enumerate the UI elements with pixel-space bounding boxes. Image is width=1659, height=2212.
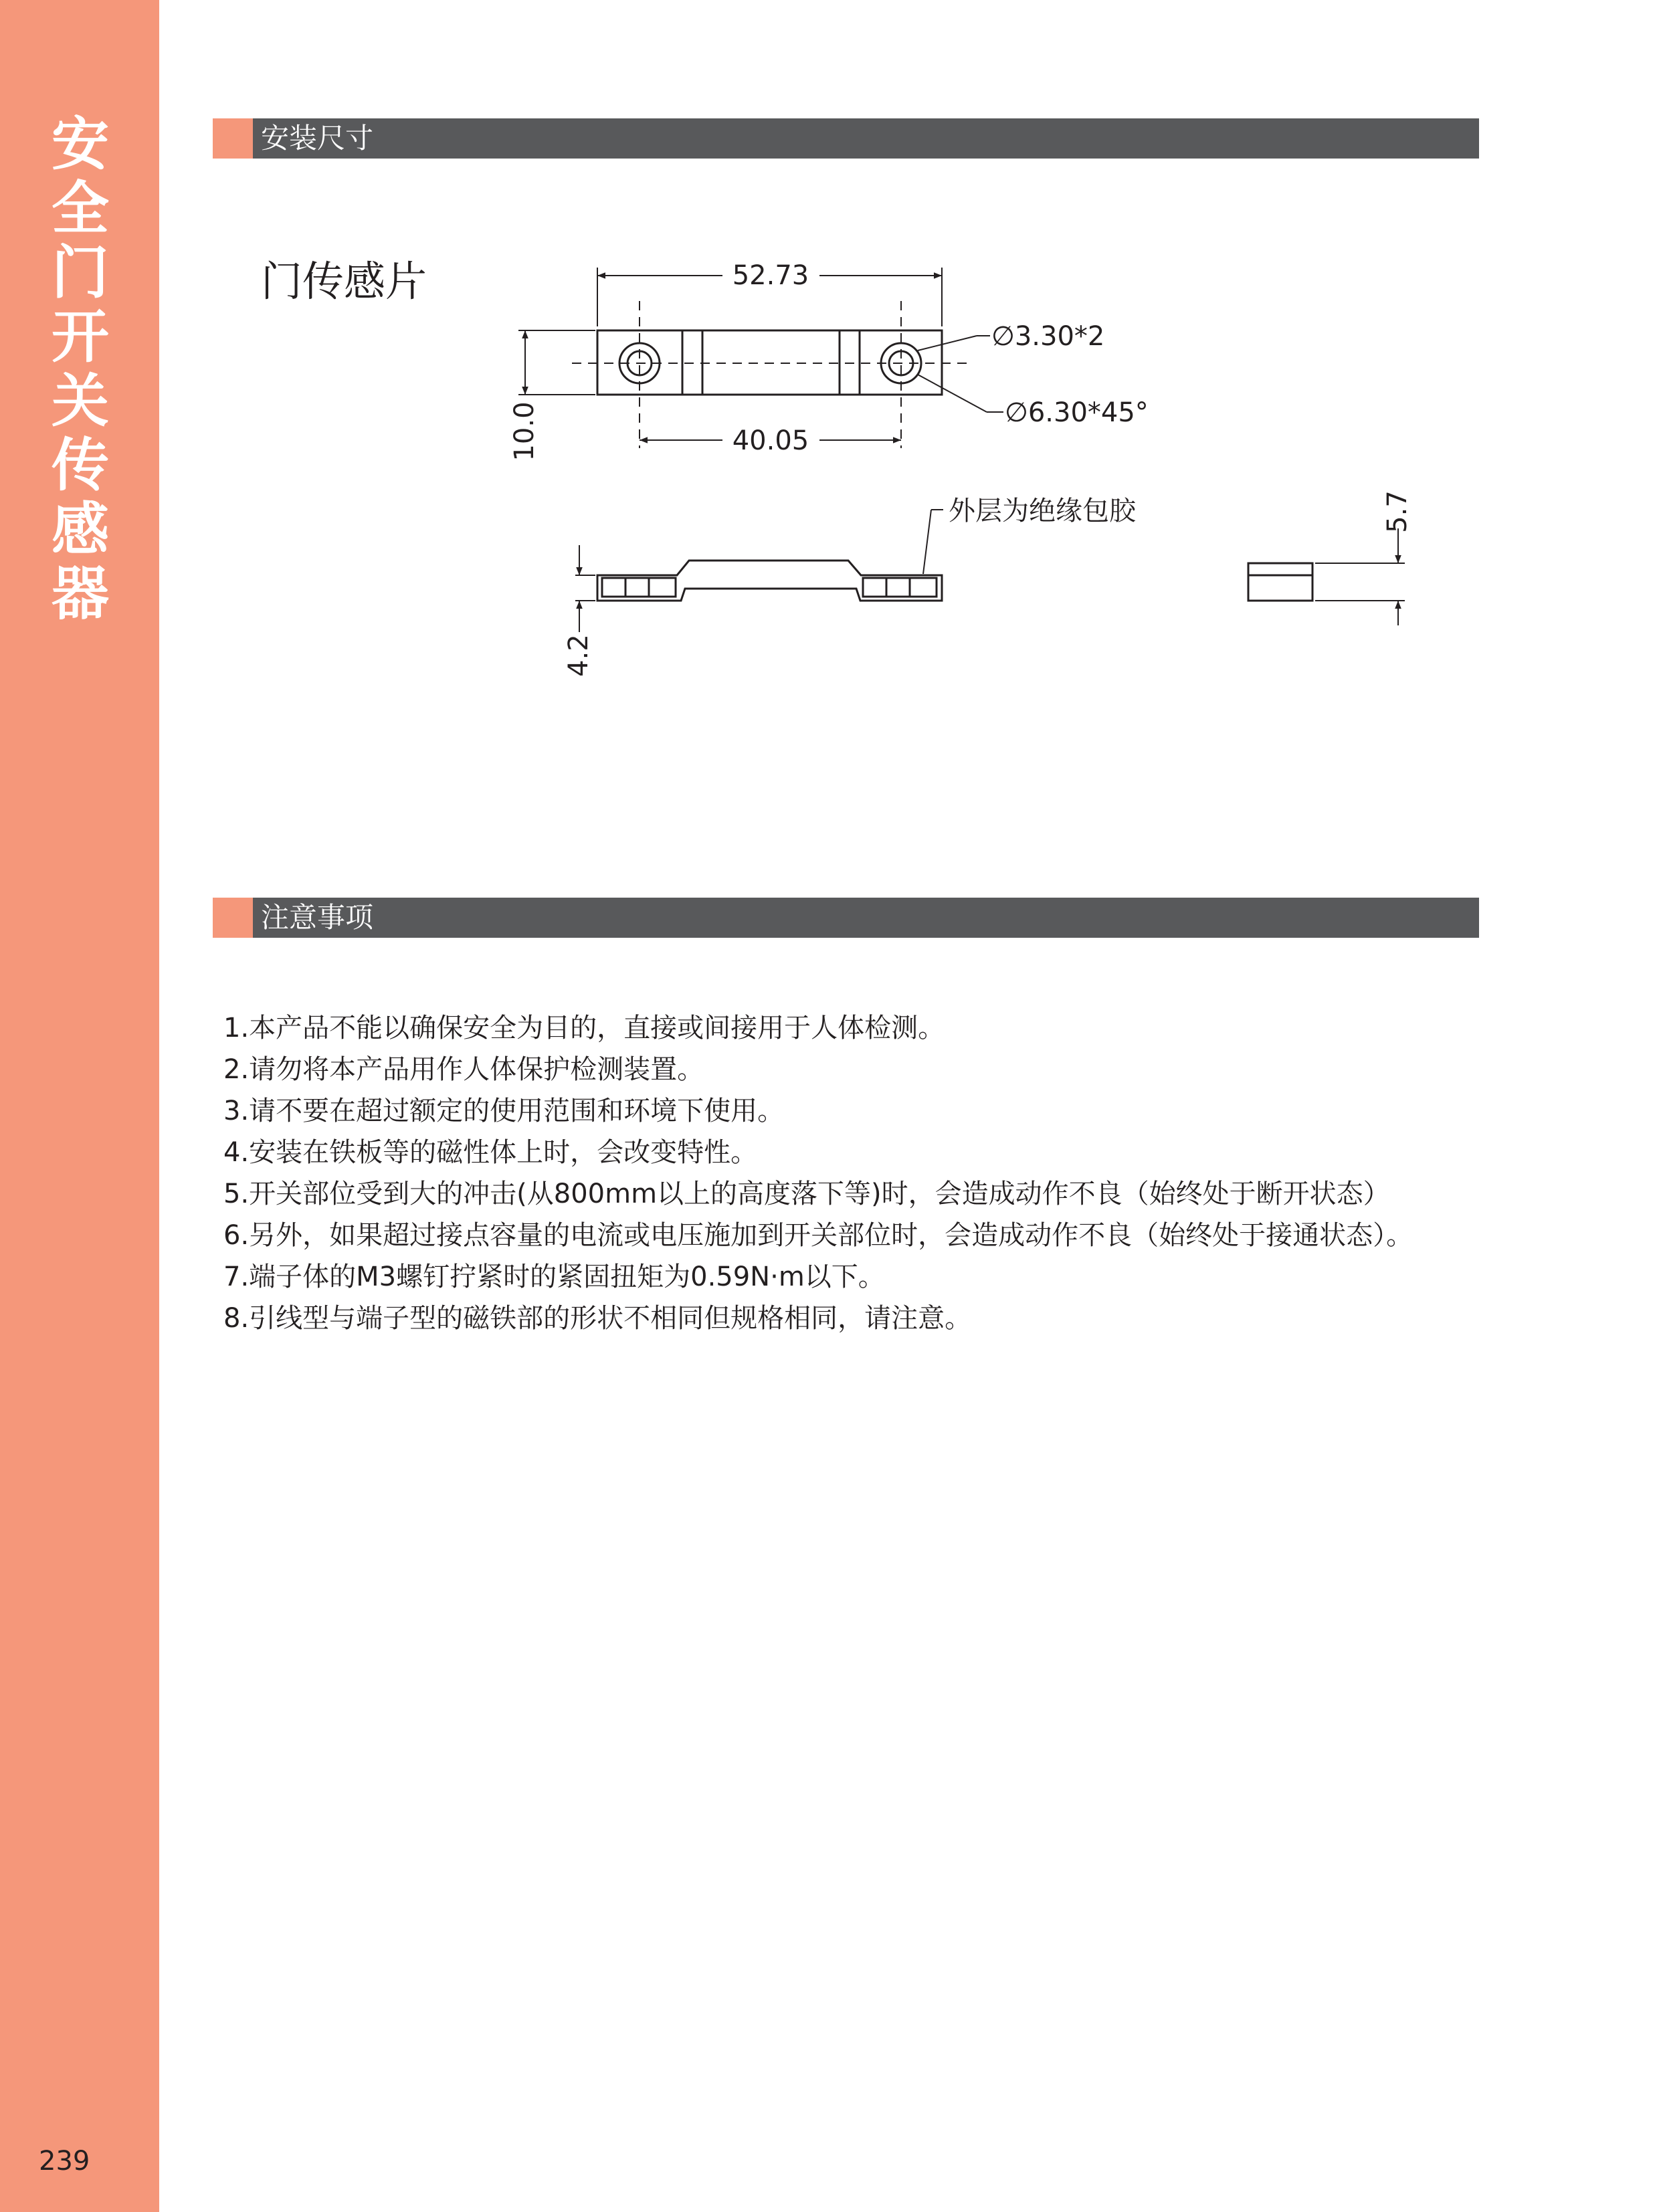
dim-hole-diameter-label: ∅3.30*2 bbox=[991, 321, 1105, 352]
list-item: 8.引线型与端子型的磁铁部的形状不相同但规格相同，请注意。 bbox=[223, 1303, 972, 1334]
vertical-category-title: 安全门开关传感器 bbox=[52, 111, 109, 627]
dim-side-thickness-label: 5.7 bbox=[1382, 490, 1413, 533]
section-title: 安装尺寸 bbox=[261, 122, 374, 155]
dim-hole-pitch-label: 40.05 bbox=[732, 425, 809, 456]
list-item: 6.另外，如果超过接点容量的电流或电压施加到开关部位时，会造成动作不良（始终处于接通状态）。 bbox=[223, 1220, 1413, 1251]
list-item: 3.请不要在超过额定的使用范围和环境下使用。 bbox=[223, 1096, 785, 1126]
list-item: 1.本产品不能以确保安全为目的，直接或间接用于人体检测。 bbox=[223, 1013, 945, 1043]
page-number: 239 bbox=[39, 2146, 90, 2177]
list-item: 4.安装在铁板等的磁性体上时，会改变特性。 bbox=[223, 1137, 758, 1168]
list-item: 7.端子体的M3螺钉拧紧时的紧固扭矩为0.59N·m以下。 bbox=[223, 1262, 885, 1292]
dim-counterbore-label: ∅6.30*45° bbox=[1005, 397, 1149, 428]
dim-thickness-label: 4.2 bbox=[563, 634, 594, 677]
list-item: 5.开关部位受到大的冲击(从800mm以上的高度落下等)时，会造成动作不良（始终处于断开状态） bbox=[223, 1179, 1390, 1209]
section-title: 注意事项 bbox=[261, 901, 374, 934]
dim-length-label: 52.73 bbox=[732, 260, 809, 291]
end-view bbox=[1248, 563, 1312, 601]
list-item: 2.请勿将本产品用作人体保护检测装置。 bbox=[223, 1054, 704, 1085]
precautions-list bbox=[223, 1007, 1413, 1339]
section-header-notes bbox=[213, 898, 1479, 938]
dimension-drawing bbox=[0, 0, 1659, 736]
section-accent bbox=[213, 898, 253, 938]
part-name: 门传感片 bbox=[261, 257, 427, 306]
side-profile-view bbox=[597, 561, 942, 601]
dim-height-label: 10.0 bbox=[509, 401, 540, 462]
coating-note: 外层为绝缘包胶 bbox=[949, 496, 1136, 526]
